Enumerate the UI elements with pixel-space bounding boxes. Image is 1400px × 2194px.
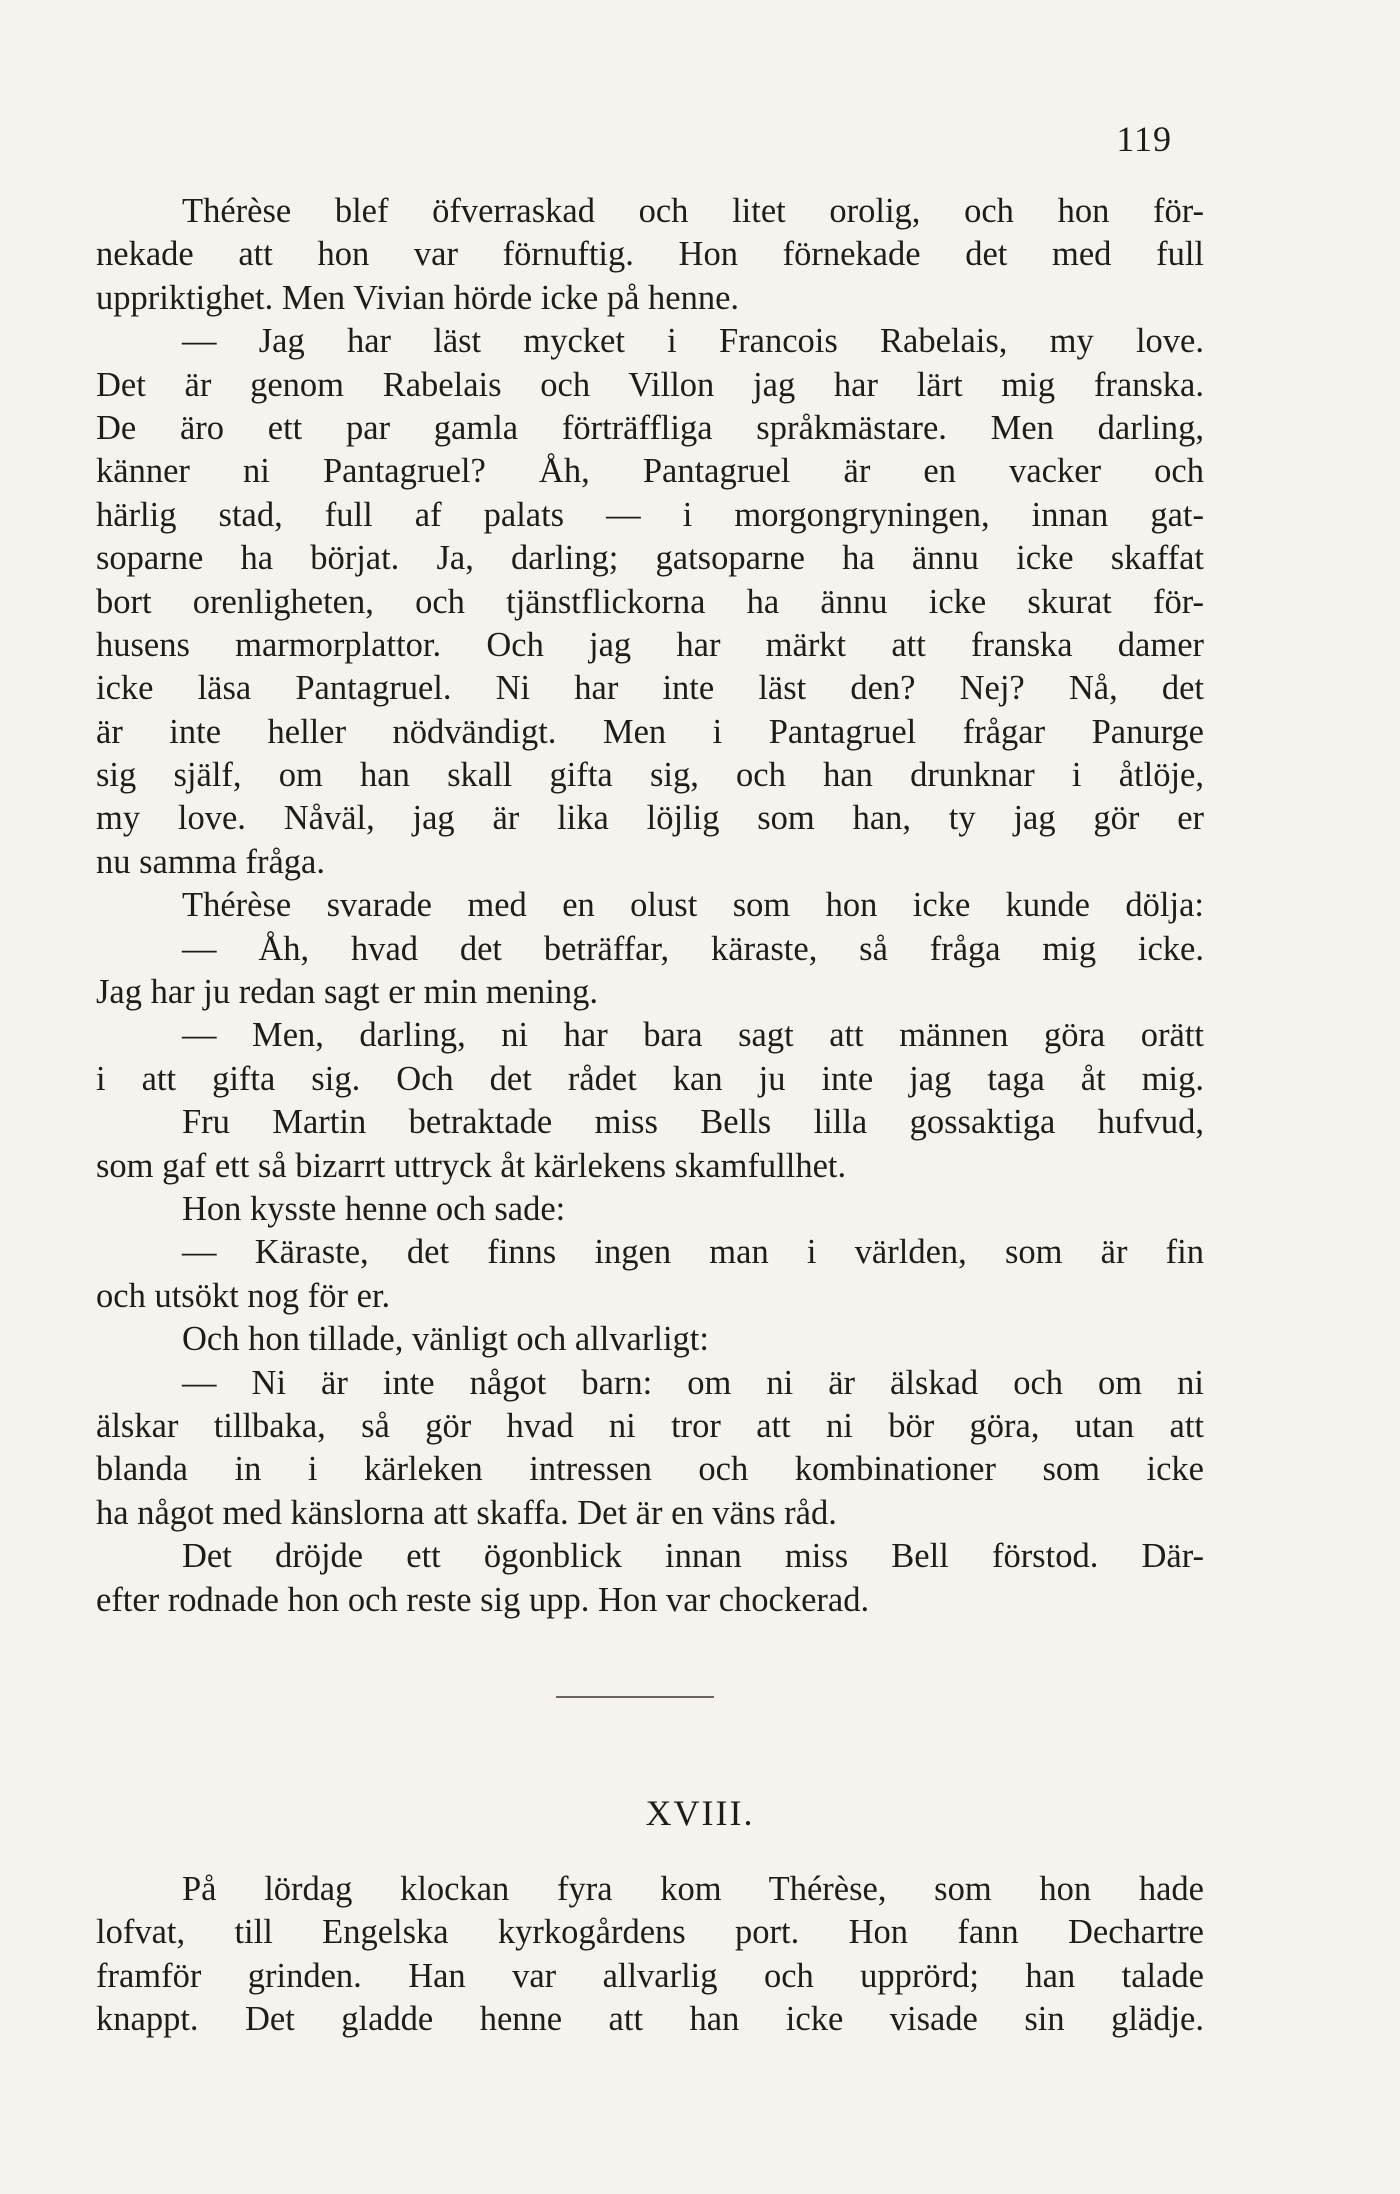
paragraph-line: uppriktighet. Men Vivian hörde icke på henne. (96, 278, 740, 317)
paragraph-line: husens marmorplattor. Och jag har märkt att franska damer (96, 625, 1204, 664)
paragraph-line: Thérèse svarade med en olust som hon icke kunde dölja: (182, 886, 1204, 925)
paragraph-line: De äro ett par gamla förträffliga språkmästare. Men darling, (96, 408, 1204, 447)
paragraph-line: Hon kysste henne och sade: (182, 1189, 566, 1228)
chapter-line: framför grinden. Han var allvarlig och upprörd; han talade (96, 1956, 1204, 1995)
paragraph-line: ha något med känslorna att skaffa. Det är en väns råd. (96, 1493, 837, 1532)
chapter-heading: XVIII. (645, 1793, 755, 1833)
paragraph-line: — Ni är inte något barn: om ni är älskad och om ni (182, 1363, 1204, 1402)
paragraph-line: my love. Nåväl, jag är lika löjlig som han, ty jag gör er (96, 799, 1204, 838)
paragraph-line: nekade att hon var förnuftig. Hon förnekade det med full (96, 235, 1204, 274)
paragraph-line: Det dröjde ett ögonblick innan miss Bell förstod. Där- (182, 1537, 1204, 1576)
paragraph-line: Det är genom Rabelais och Villon jag har lärt mig franska. (96, 365, 1204, 404)
page-number: 119 (1116, 119, 1172, 159)
chapter-text (96, 1868, 1204, 2042)
paragraph-line: sig själf, om han skall gifta sig, och han drunknar i åtlöje, (96, 756, 1204, 795)
paragraph-line: känner ni Pantagruel? Åh, Pantagruel är en vacker och (96, 452, 1204, 491)
paragraph-line: Fru Martin betraktade miss Bells lilla gossaktiga hufvud, (182, 1103, 1204, 1142)
paragraph-line: Och hon tillade, vänligt och allvarligt: (182, 1320, 709, 1359)
chapter-line: På lördag klockan fyra kom Thérèse, som hon hade (182, 1870, 1204, 1908)
main-text (96, 190, 1204, 1622)
chapter-line: knappt. Det gladde henne att han icke visade sin glädje. (96, 2000, 1204, 2039)
paragraph-line: nu samma fråga. (96, 842, 325, 881)
paragraph-line: efter rodnade hon och reste sig upp. Hon var chockerad. (96, 1580, 870, 1619)
paragraph-line: älskar tillbaka, så gör hvad ni tror att ni bör göra, utan att (96, 1406, 1204, 1445)
paragraph-line: — Åh, hvad det beträffar, käraste, så fråga mig icke. (182, 929, 1204, 968)
paragraph-line: — Men, darling, ni har bara sagt att männen göra orätt (182, 1016, 1204, 1055)
paragraph-line: — Jag har läst mycket i Francois Rabelais, my love. (182, 322, 1204, 361)
paragraph-line: och utsökt nog för er. (96, 1276, 391, 1315)
paragraph-line: blanda in i kärleken intressen och kombinationer som icke (96, 1450, 1204, 1489)
paragraph-line: icke läsa Pantagruel. Ni har inte läst den? Nej? Nå, det (96, 669, 1204, 708)
paragraph-line: i att gifta sig. Och det rådet kan ju inte jag taga åt mig. (96, 1059, 1204, 1098)
paragraph-line: bort orenligheten, och tjänstflickorna ha ännu icke skurat för- (96, 582, 1204, 621)
paragraph-line: Jag har ju redan sagt er min mening. (96, 973, 599, 1012)
paragraph-line: — Käraste, det finns ingen man i världen, som är fin (182, 1233, 1204, 1272)
paragraph-line: Thérèse blef öfverraskad och litet orolig, och hon för- (182, 192, 1204, 230)
paragraph-line: soparne ha börjat. Ja, darling; gatsoparne ha ännu icke skaffat (96, 539, 1204, 578)
chapter-line: lofvat, till Engelska kyrkogårdens port. Hon fann Dechartre (96, 1913, 1204, 1952)
paragraph-line: härlig stad, full af palats — i morgongryningen, innan gat- (96, 495, 1204, 534)
paragraph-line: som gaf ett så bizarrt uttryck åt kärlekens skamfullhet. (96, 1146, 847, 1185)
section-separator (556, 1696, 714, 1698)
paragraph-line: är inte heller nödvändigt. Men i Pantagruel frågar Panurge (96, 712, 1204, 751)
